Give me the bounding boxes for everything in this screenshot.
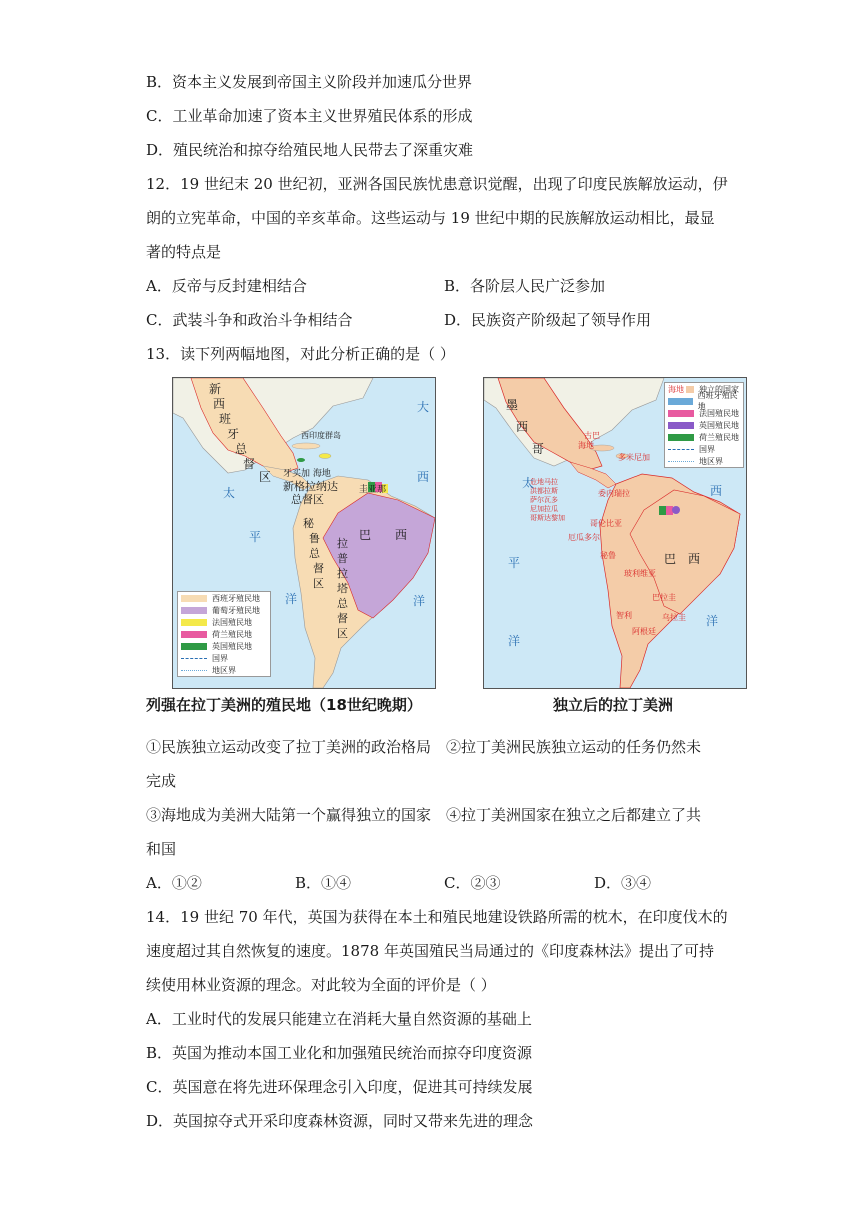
label-argentina: 阿根廷 bbox=[632, 627, 656, 636]
q13-option-c: C．②③ bbox=[444, 874, 501, 892]
legend-row: 英国殖民地 bbox=[178, 640, 270, 652]
label-new-spain: 新 西 班 牙 总 督 区 bbox=[209, 382, 272, 484]
q14-option-d: D．英国掠夺式开采印度森林资源，同时又带来先进的理念 bbox=[146, 1112, 534, 1130]
q12-stem-line2: 朗的立宪革命，中国的辛亥革命。这些运动与 19 世纪中期的民族解放运动相比，最显 bbox=[146, 209, 715, 227]
label-central-america: 危地马拉 洪都拉斯 萨尔瓦多 尼加拉瓜 哥斯达黎加 bbox=[530, 478, 565, 522]
q14-option-b: B．英国为推动本国工业化和加强殖民统治而掠夺印度资源 bbox=[146, 1044, 533, 1062]
label-ocean-yang1: 洋 bbox=[285, 592, 298, 606]
label-ocean-yang2: 洋 bbox=[413, 594, 426, 608]
legend-row: 葡萄牙殖民地 bbox=[178, 604, 270, 616]
label-colombia: 哥伦比亚 bbox=[590, 519, 622, 528]
q12-option-d: D．民族资产阶级起了领导作用 bbox=[444, 311, 652, 329]
label-cuba: 古巴 bbox=[584, 431, 600, 440]
q12-stem-line1: 12．19 世纪末 20 世纪初，亚洲各国民族忧患意识觉醒，出现了印度民族解放运动，伊 bbox=[146, 175, 728, 193]
label-haiti: 海地 bbox=[578, 441, 594, 450]
legend-row: 法国殖民地 bbox=[665, 407, 743, 419]
legend-row: 地区界 bbox=[665, 455, 743, 467]
label-bolivia: 玻利维亚 bbox=[624, 569, 656, 578]
legend-row: 海地 独立的国家 bbox=[668, 384, 739, 394]
label-peru: 秘鲁 bbox=[600, 551, 616, 560]
q13-stem: 13．读下列两幅地图，对此分析正确的是（ ） bbox=[146, 345, 455, 363]
legend-row: 荷兰殖民地 bbox=[665, 431, 743, 443]
label-brazil: 巴 西 bbox=[359, 528, 408, 542]
label-ocean-tai: 太 bbox=[223, 486, 236, 500]
q11-option-b: B．资本主义发展到帝国主义阶段并加速瓜分世界 bbox=[146, 73, 473, 91]
label-ecuador: 厄瓜多尔 bbox=[568, 533, 600, 542]
q14-option-a: A．工业时代的发展只能建立在消耗大量自然资源的基础上 bbox=[146, 1010, 532, 1028]
legend-row: 西班牙殖民地 bbox=[178, 592, 270, 604]
independent-map-legend bbox=[664, 382, 744, 468]
q13-statement-line3: ③海地成为美洲大陆第一个赢得独立的国家 ④拉丁美洲国家在独立之后都建立了共 bbox=[146, 806, 702, 824]
legend-row: 国界 bbox=[178, 652, 270, 664]
label-ocean-ping: 平 bbox=[249, 530, 262, 544]
q12-stem-line3: 著的特点是 bbox=[146, 243, 222, 261]
label-dominica: 多米尼加 bbox=[618, 453, 650, 462]
q12-option-b: B．各阶层人民广泛参加 bbox=[444, 277, 606, 295]
q14-stem-line3: 续使用林业资源的理念。对此较为全面的评价是（ ） bbox=[146, 976, 496, 994]
q13-statement-line2: 完成 bbox=[146, 772, 177, 790]
q13-option-d: D．③④ bbox=[594, 874, 652, 892]
q13-option-b: B．①④ bbox=[295, 874, 352, 892]
label-ocean-ping: 平 bbox=[508, 556, 521, 570]
label-ocean-tai: 太 bbox=[522, 476, 535, 490]
label-ocean-da: 大 bbox=[417, 400, 430, 414]
label-peru: 秘 鲁 总 督 区 bbox=[303, 517, 324, 590]
legend-row: 西班牙殖民地 bbox=[665, 395, 743, 407]
label-ocean-yang1: 洋 bbox=[508, 634, 521, 648]
q11-option-d: D．殖民统治和掠夺给殖民地人民带去了深重灾难 bbox=[146, 141, 474, 159]
q11-option-c: C．工业革命加速了资本主义世界殖民体系的形成 bbox=[146, 107, 473, 125]
q13-option-a: A．①② bbox=[146, 874, 202, 892]
label-paraguay: 巴拉圭 bbox=[652, 593, 676, 602]
colonial-map-caption: 列强在拉丁美洲的殖民地（18世纪晚期） bbox=[146, 696, 422, 714]
q14-stem-line2: 速度超过其自然恢复的速度。1878 年英国殖民当局通过的《印度森林法》提出了可持 bbox=[146, 942, 714, 960]
legend-row: 法国殖民地 bbox=[178, 616, 270, 628]
label-mexico: 墨 西 哥 bbox=[506, 398, 545, 456]
legend-row: 荷兰殖民地 bbox=[178, 628, 270, 640]
q13-statement-line1: ①民族独立运动改变了拉丁美洲的政治格局 ②拉丁美洲民族独立运动的任务仍然未 bbox=[146, 738, 702, 756]
colonial-map bbox=[172, 377, 436, 689]
label-venezuela: 委内瑞拉 bbox=[598, 489, 630, 498]
q13-statement-line4: 和国 bbox=[146, 840, 177, 858]
q12-option-c: C．武装斗争和政治斗争相结合 bbox=[146, 311, 353, 329]
label-new-granada-1: 新格拉纳达 bbox=[283, 480, 338, 493]
legend-row: 地区界 bbox=[178, 664, 270, 676]
q14-stem-line1: 14．19 世纪 70 年代，英国为获得在本土和殖民地建设铁路所需的枕木，在印度伐木的 bbox=[146, 908, 728, 926]
label-west-indies: 西印度群岛 bbox=[301, 431, 341, 440]
label-guiana: 圭亚那 bbox=[359, 485, 387, 495]
independent-map bbox=[483, 377, 747, 689]
label-new-granada-2: 总督区 bbox=[291, 493, 324, 506]
label-la-plata: 拉 普 拉 塔 总 督 区 bbox=[337, 537, 348, 640]
colonial-map-legend bbox=[177, 591, 271, 677]
label-uruguay: 乌拉圭 bbox=[662, 613, 686, 622]
legend-row: 国界 bbox=[665, 443, 743, 455]
label-ocean-xi: 西 bbox=[710, 484, 723, 498]
label-jamaica-haiti: 牙买加 海地 bbox=[283, 469, 331, 479]
label-brazil: 巴 西 bbox=[664, 552, 701, 566]
independent-map-caption: 独立后的拉丁美洲 bbox=[553, 696, 674, 714]
legend-row: 英国殖民地 bbox=[665, 419, 743, 431]
label-ocean-xi: 西 bbox=[417, 470, 430, 484]
label-ocean-yang2: 洋 bbox=[706, 614, 719, 628]
q12-option-a: A．反帝与反封建相结合 bbox=[146, 277, 307, 295]
q14-option-c: C．英国意在将先进环保理念引入印度，促进其可持续发展 bbox=[146, 1078, 533, 1096]
label-chile: 智利 bbox=[616, 611, 632, 620]
